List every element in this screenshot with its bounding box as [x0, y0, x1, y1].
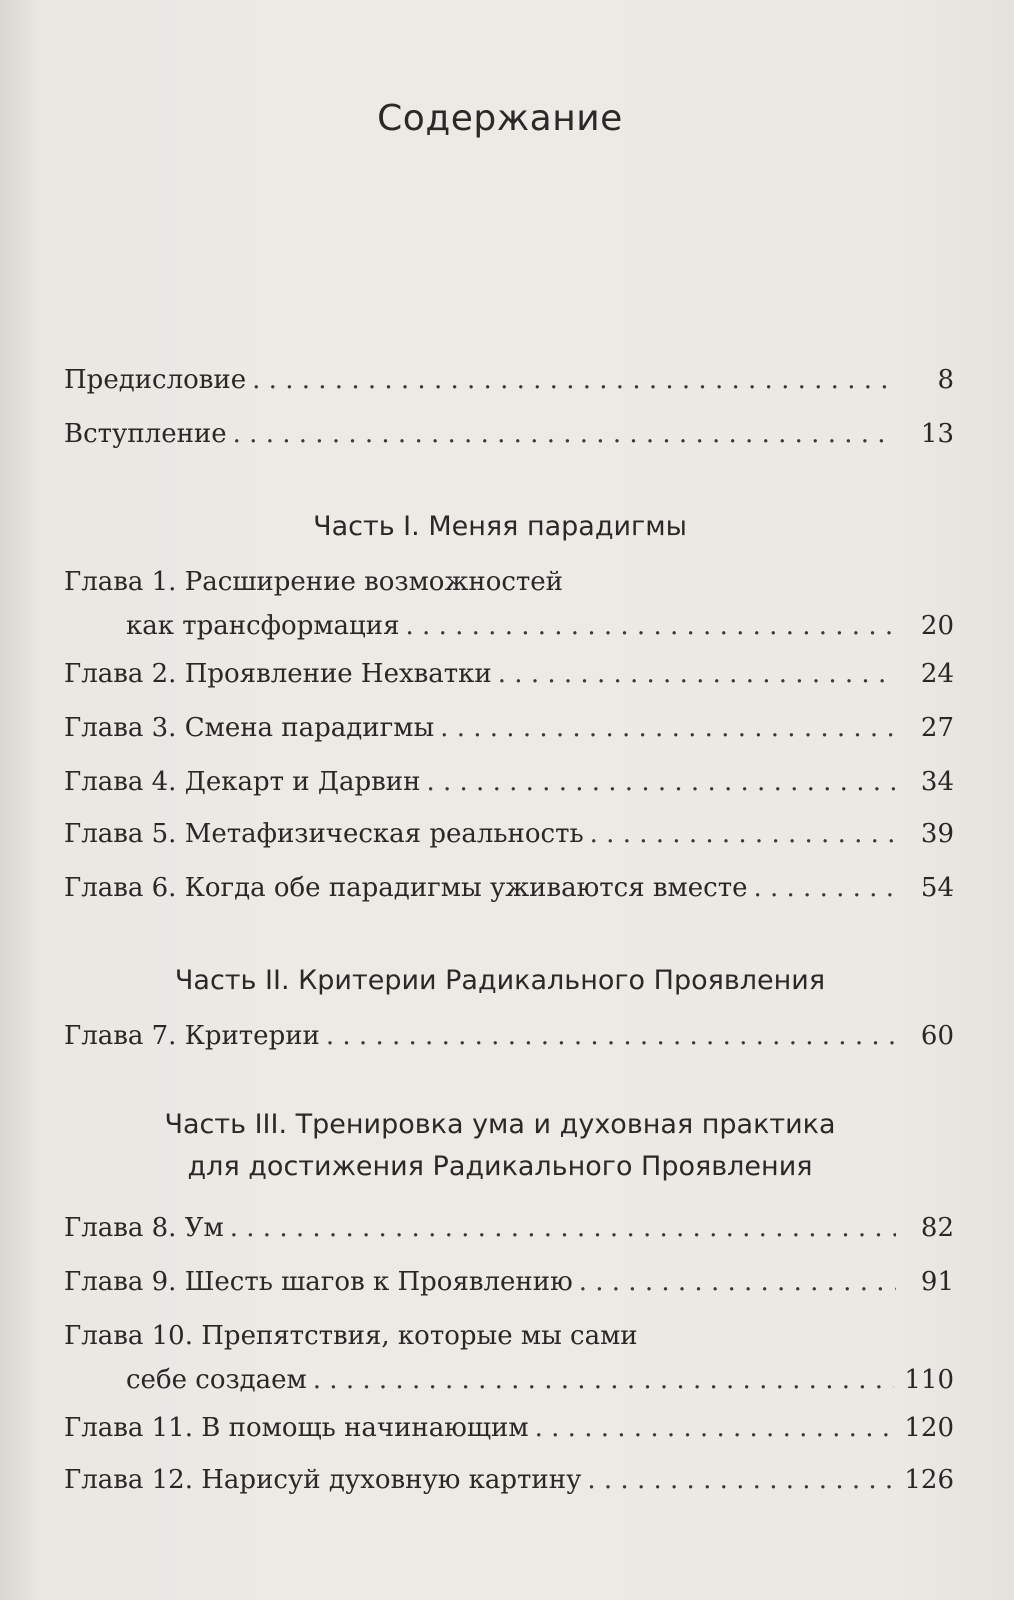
- toc-entry-chapter-6: [64, 866, 954, 910]
- leader-dots: [426, 760, 896, 804]
- entry-label: Глава 11. В помощь начинающим: [64, 1413, 529, 1443]
- entry-page: 126: [904, 1465, 954, 1495]
- entry-label: Глава 7. Критерии: [64, 1021, 320, 1051]
- entry-page: 91: [920, 1267, 954, 1297]
- toc-entry-chapter-2: [64, 652, 954, 696]
- entry-page: 110: [904, 1365, 954, 1395]
- entry-label: Глава 5. Метафизическая реальность: [64, 819, 584, 849]
- toc-title: Содержание: [377, 98, 623, 139]
- toc-entry-chapter-8: [64, 1206, 954, 1250]
- entry-label-line1: Глава 1. Расширение возможностей: [64, 567, 564, 597]
- toc-entry-chapter-10: [64, 1314, 954, 1402]
- leader-dots: [753, 866, 896, 910]
- leader-dots: [326, 1014, 896, 1058]
- toc-entry-chapter-3: [64, 706, 954, 750]
- entry-label: Глава 4. Декарт и Дарвин: [64, 767, 421, 797]
- toc-entry-preface: [64, 358, 954, 402]
- leader-dots: [313, 1358, 895, 1402]
- part-heading: Часть I. Меняя парадигмы: [313, 511, 687, 542]
- leader-dots: [579, 1260, 896, 1304]
- part-heading: Часть II. Критерии Радикального Проявления: [174, 965, 826, 996]
- toc-entry-chapter-1: [64, 560, 954, 648]
- leader-dots: [230, 1206, 896, 1250]
- leader-dots: [587, 1458, 894, 1502]
- entry-page: 60: [920, 1021, 954, 1051]
- leader-dots: [440, 706, 896, 750]
- part-heading-line1: Часть III. Тренировка ума и духовная практика: [164, 1109, 836, 1140]
- entry-label: Вступление: [64, 419, 227, 449]
- entry-label: себе создаем: [126, 1365, 307, 1395]
- entry-page: 120: [904, 1413, 954, 1443]
- entry-page: 20: [920, 611, 954, 641]
- entry-label: Глава 12. Нарисуй духовную картину: [64, 1465, 582, 1495]
- part-heading: [40, 1104, 960, 1188]
- part-heading-line2: для достижения Радикального Проявления: [187, 1151, 813, 1182]
- toc-entry-introduction: [64, 412, 954, 456]
- entry-label: Предисловие: [64, 365, 247, 395]
- entry-label: Глава 9. Шесть шагов к Проявлению: [64, 1267, 573, 1297]
- entry-page: 13: [920, 419, 954, 449]
- leader-dots: [590, 812, 896, 856]
- toc-entry-chapter-12: [64, 1458, 954, 1502]
- toc-entry-chapter-7: [64, 1014, 954, 1058]
- entry-page: 27: [920, 713, 954, 743]
- toc-entry-chapter-11: [64, 1406, 954, 1450]
- leader-dots: [535, 1406, 895, 1450]
- leader-dots: [498, 652, 896, 696]
- entry-page: 39: [920, 819, 954, 849]
- entry-label: как трансформация: [126, 611, 400, 641]
- entry-label: Глава 3. Смена парадигмы: [64, 713, 435, 743]
- toc-entry-chapter-9: [64, 1260, 954, 1304]
- entry-label-line1: Глава 10. Препятствия, которые мы сами: [64, 1321, 638, 1351]
- entry-page: 82: [920, 1213, 954, 1243]
- leader-dots: [233, 412, 896, 456]
- toc-entry-chapter-5: [64, 812, 954, 856]
- entry-label: Глава 8. Ум: [64, 1213, 224, 1243]
- entry-page: 24: [920, 659, 954, 689]
- leader-dots: [252, 358, 896, 402]
- leader-dots: [406, 604, 896, 648]
- entry-label: Глава 2. Проявление Нехватки: [64, 659, 492, 689]
- entry-label: Глава 6. Когда обе парадигмы уживаются вместе: [64, 873, 748, 903]
- entry-page: 54: [920, 873, 954, 903]
- toc-entry-chapter-4: [64, 760, 954, 804]
- entry-page: 34: [920, 767, 954, 797]
- entry-page: 8: [937, 365, 954, 395]
